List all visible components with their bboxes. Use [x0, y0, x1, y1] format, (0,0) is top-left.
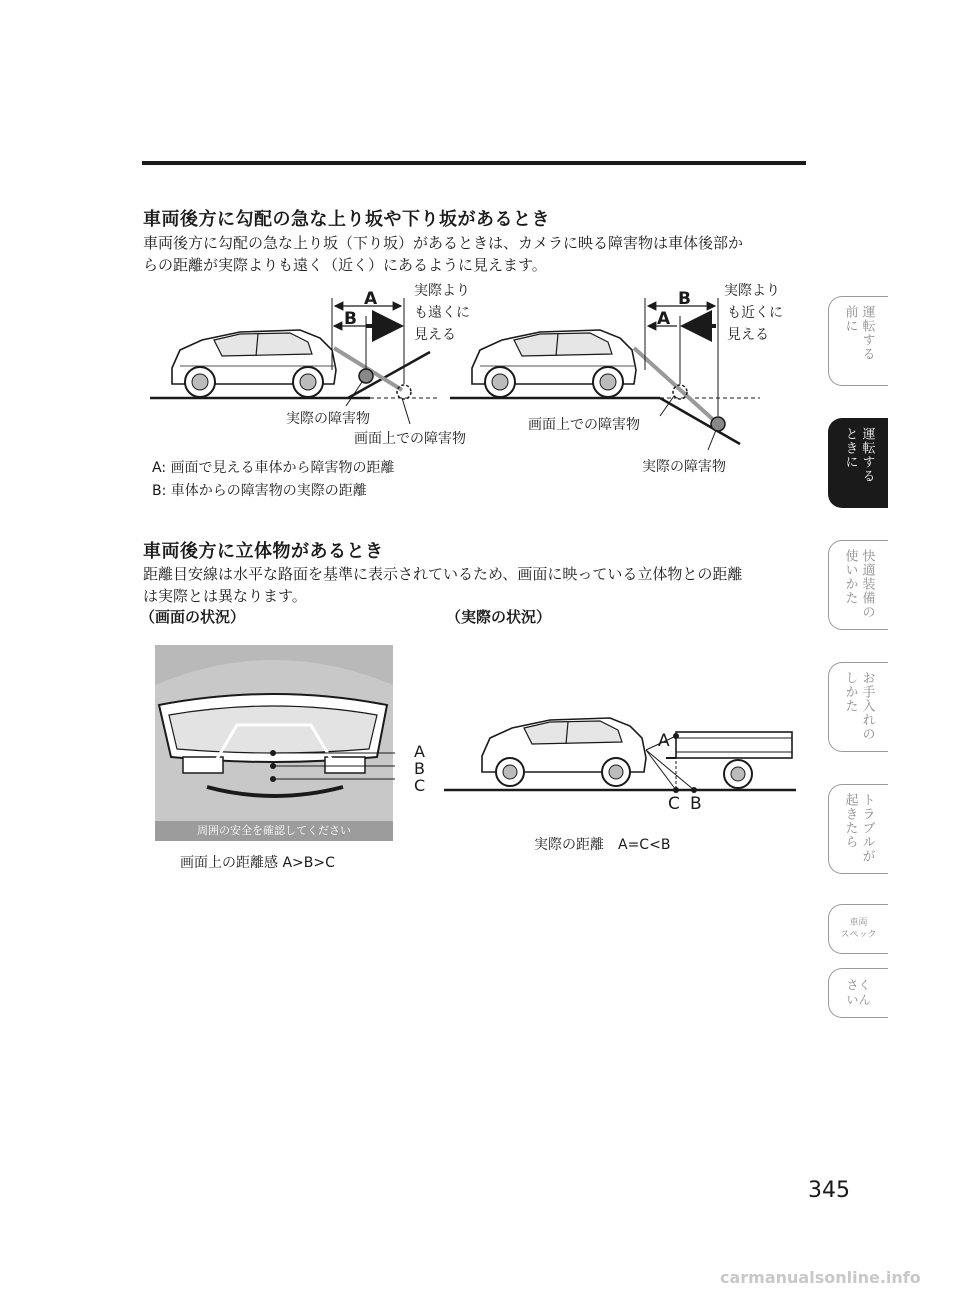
header-rule — [142, 161, 806, 165]
right-screen-obstacle-label: 画面上での障害物 — [528, 417, 640, 433]
tab-label-col1: 運転する — [859, 427, 875, 483]
real-situation-illustration — [440, 706, 800, 816]
tab-label-col2: ときに — [842, 427, 858, 469]
tab-label-col2: 前に — [842, 305, 858, 333]
left-car-illustration — [172, 330, 336, 397]
screen-label-c: C — [414, 776, 426, 795]
right-note-line2: も近くに — [727, 305, 783, 321]
tab-label-col1: お手入れの — [859, 671, 875, 741]
slope-diagram — [140, 278, 800, 478]
real-situation-caption: （実際の状況） — [446, 608, 552, 626]
sidebar-tab-maintenance[interactable] — [828, 662, 888, 752]
right-note-line1: 実際より — [724, 283, 780, 299]
camera-screen-illustration — [155, 645, 395, 841]
section2-body-line1: 距離目安線は水平な路面を基準に表示されているため、画面に映っている立体物との距離 — [143, 565, 743, 583]
left-actual-obstacle-label: 実際の障害物 — [286, 411, 370, 427]
left-arrow-a-label: A — [364, 289, 378, 309]
sidebar-tab-while-driving[interactable] — [828, 418, 888, 508]
section1-body-line2: らの距離が実際よりも遠く（近く）にあるように見えます。 — [143, 256, 547, 274]
tab-label-line1: 車両 — [849, 918, 868, 928]
left-note-line2: も遠くに — [414, 305, 470, 321]
tab-label-line1: さく — [846, 978, 871, 992]
left-note-line1: 実際より — [414, 283, 470, 299]
screen-situation-caption: （画面の状況） — [140, 608, 246, 626]
right-note-line3: 見える — [727, 327, 769, 343]
legend-a: A: 画面で見える車体から障害物の距離 — [152, 460, 395, 476]
tab-label-col2: しかた — [842, 671, 858, 713]
tab-label-col1: 運転する — [859, 305, 875, 361]
real-label-a: A — [658, 731, 670, 751]
legend-b: B: 車体からの障害物の実際の距離 — [152, 483, 367, 499]
left-arrow-b-label: B — [344, 309, 357, 329]
tab-label-col1: トラブルが — [859, 793, 875, 863]
sidebar-tab-index[interactable] — [828, 968, 888, 1018]
right-arrow-b-label: B — [678, 289, 691, 309]
screen-distance-note: 画面上の距離感 A>B>C — [180, 855, 335, 871]
left-screen-obstacle-label: 画面上での障害物 — [354, 431, 466, 447]
screen-safety-banner: 周囲の安全を確認してください — [197, 824, 351, 837]
tab-label-col1: 快適装備の — [859, 549, 875, 619]
section1-heading: 車両後方に勾配の急な上り坂や下り坂があるとき — [143, 209, 550, 230]
real-distance-note: 実際の距離 A=C<B — [534, 837, 671, 853]
right-arrow-a-label: A — [657, 309, 671, 329]
tab-label-col2: 使いかた — [842, 549, 858, 605]
section2-body-line2: は実際とは異なります。 — [143, 587, 307, 605]
tab-label-col2: 起きたら — [842, 793, 858, 849]
screen-label-a: A — [414, 742, 425, 761]
real-label-c: C — [668, 794, 680, 814]
section2-heading: 車両後方に立体物があるとき — [143, 541, 384, 562]
page-number: 345 — [808, 1178, 850, 1203]
left-note-line3: 見える — [414, 327, 456, 343]
watermark: carmanualsonline.info — [720, 1268, 921, 1287]
section1-body-line1: 車両後方に勾配の急な上り坂（下り坂）があるときは、カメラに映る障害物は車体後部か — [143, 234, 744, 252]
right-car-illustration — [472, 330, 636, 397]
screen-label-b: B — [414, 759, 425, 778]
tab-label-line2: スペック — [840, 930, 877, 940]
real-label-b: B — [690, 794, 702, 814]
sidebar-tab-comfort-features[interactable] — [828, 540, 888, 630]
tab-label-line2: いん — [846, 993, 871, 1007]
sidebar-tab-before-driving[interactable] — [828, 296, 888, 386]
sidebar-tab-troubleshooting[interactable] — [828, 784, 888, 874]
right-actual-obstacle-label: 実際の障害物 — [642, 459, 726, 475]
sidebar-tab-specifications[interactable] — [828, 904, 888, 954]
